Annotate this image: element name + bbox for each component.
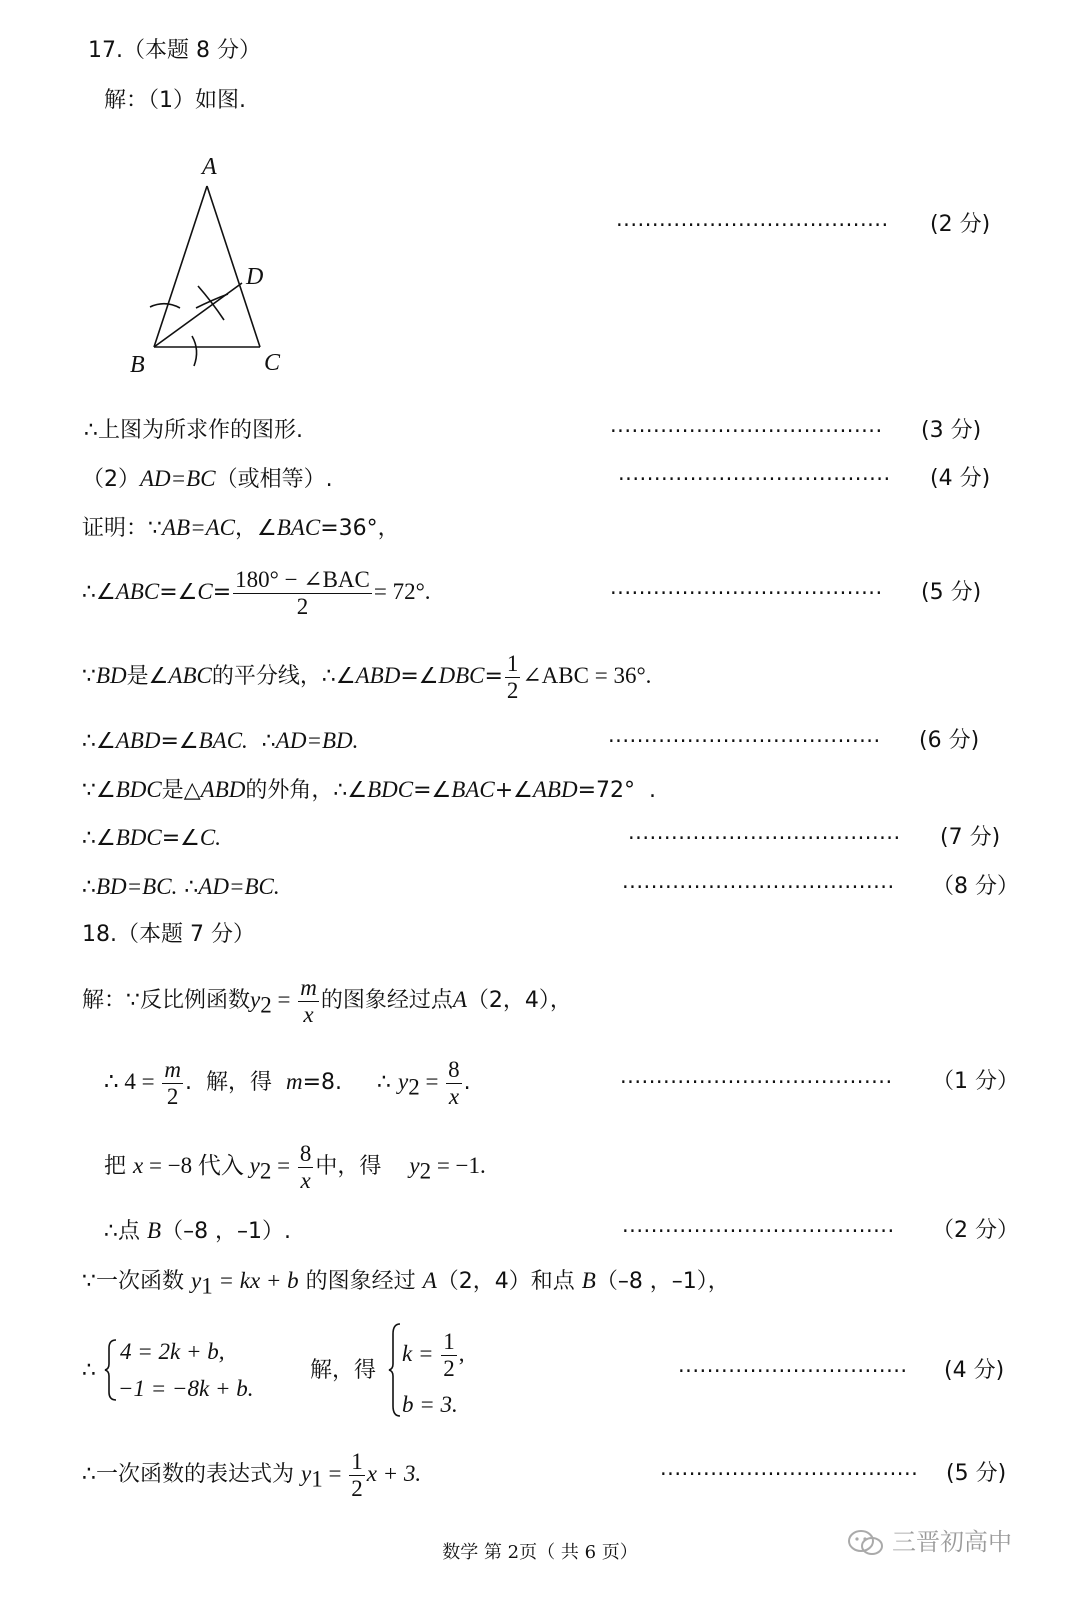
arc-ab (150, 304, 180, 308)
q17-header: 17.（本题 8 分） (88, 38, 261, 63)
dotted-leader: ······································ (620, 1070, 893, 1094)
dotted-leader: ······································ (628, 826, 901, 850)
arc-cross-2 (196, 294, 228, 308)
label-a: A (202, 154, 217, 180)
q17-line8: ∵∠BDC是△ABD的外角，∴∠BDC=∠BAC+∠ABD=72° . (82, 777, 657, 803)
dotted-leader: ································ (678, 1359, 908, 1383)
dotted-leader: ······································ (616, 213, 889, 237)
dotted-leader: ······································ (610, 419, 883, 443)
score-1: （1 分） (932, 1069, 1019, 1094)
system1-row2: −1 = −8k + b. (118, 1376, 254, 1401)
dotted-leader: ······································ (608, 729, 881, 753)
q18-header: 18.（本题 7 分） (82, 922, 255, 947)
q17-line6: ∵BD是∠ABC的平分线，∴∠ABD=∠DBC= $\frac{1}{2}$ ∠ABC = 36°. (82, 650, 652, 703)
score-7: (7 分) (940, 825, 1001, 850)
system2-row2: b = 3. (402, 1392, 458, 1417)
q17-line10: ∴BD=BC. ∴AD=BC. (82, 874, 280, 900)
score-5b: (5 分) (946, 1461, 1007, 1486)
score-5: (5 分) (921, 580, 982, 605)
score-6: (6 分) (919, 728, 980, 753)
system2-row1: k = $\frac{1}{2}$ , (402, 1328, 465, 1381)
system1-row1: 4 = 2k + b, (120, 1339, 225, 1364)
left-brace-icon (104, 1338, 118, 1402)
left-brace-icon (388, 1322, 402, 1418)
q18-line5: ∵一次函数 $y_1$ = kx + b 的图象经过 A（2，4）和点 B（–8 ，–1）， (82, 1268, 730, 1299)
q17-line5: ∴∠ABC=∠C= $\frac{\text{180° − ∠BAC}}{2}$ = 72°. (82, 566, 431, 619)
q17-part2: （2）AD=BC（或相等）. (82, 466, 333, 492)
score-2: （2 分） (932, 1218, 1019, 1243)
page-footer: 数学 第 2页（ 共 6 页） (442, 1542, 638, 1563)
wechat-icon (846, 1528, 886, 1558)
dotted-leader: ······································ (618, 467, 891, 491)
q17-solve-intro: 解：（1）如图. (104, 88, 246, 113)
q17-line7: ∴∠ABD=∠BAC. ∴AD=BD. (82, 728, 359, 754)
q18-line1: 解：∵反比例函数$y_2$ = $\frac{m}{x}$ 的图象经过点A（2，4）， (82, 974, 572, 1027)
bisector-bd (154, 283, 242, 347)
label-d: D (246, 264, 264, 290)
score-fig: (2 分) (930, 212, 991, 237)
dotted-leader: ······································ (622, 1219, 895, 1243)
score-4: (4 分) (930, 466, 991, 491)
q18-line3: 把 x = −8 代入 $y_2$ = $\frac{8}{x}$ 中，得 $y_2 = -1$. (104, 1140, 486, 1193)
arc-bc (192, 336, 197, 366)
system-therefore: ∴ (82, 1358, 96, 1383)
dotted-leader: ···································· (660, 1462, 919, 1486)
watermark-text: 三晋初高中 (892, 1528, 1012, 1556)
score-4b: (4 分) (944, 1358, 1005, 1383)
system-solve-label: 解，得 (310, 1358, 377, 1383)
label-b: B (130, 352, 145, 378)
dotted-leader: ······································ (622, 875, 895, 899)
q17-line9: ∴∠BDC=∠C. (82, 825, 221, 851)
dotted-leader: ······································ (610, 581, 883, 605)
q18-line2: ∴ 4 = $\frac{m}{2}$ . 解，得 m=8. ∴ $y_2$ = $\frac{8}{x}$ . (104, 1056, 471, 1109)
triangle-figure (120, 150, 320, 390)
side-ab (154, 186, 207, 347)
q17-proof: 证明：∵AB=AC，∠BAC=36°， (82, 515, 400, 541)
arc-cross-1 (198, 286, 224, 320)
score-3: (3 分) (921, 418, 982, 443)
q18-line4: ∴点 B（–8 ，–1）. (104, 1218, 292, 1244)
label-c: C (264, 350, 281, 376)
q18-line7: ∴一次函数的表达式为 $y_1$ = $\frac{1}{2}$ x + 3. (82, 1448, 422, 1501)
score-8: （8 分） (932, 874, 1019, 899)
q17-line-figure: ∴上图为所求作的图形. (84, 418, 303, 443)
